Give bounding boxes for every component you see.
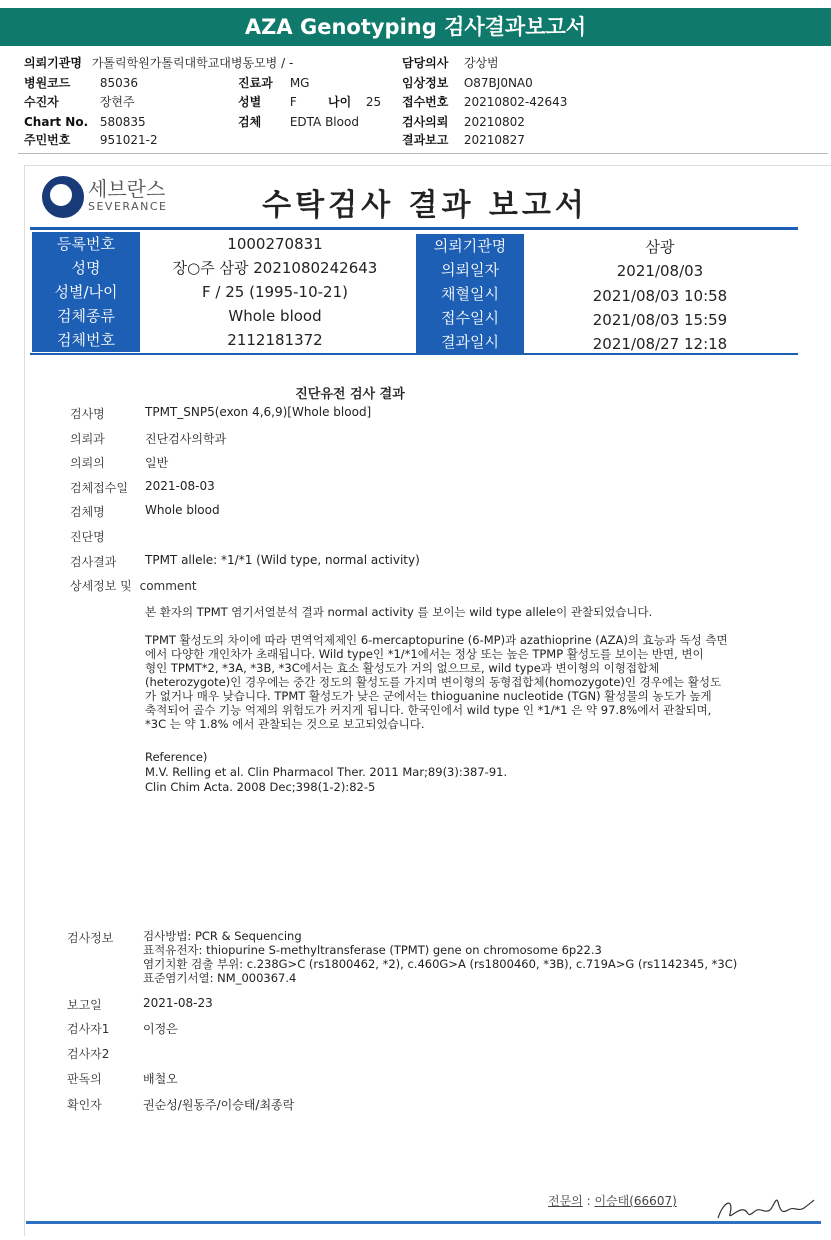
signoff-value: 권순성/원동주/이승태/최종락 [143,1098,295,1112]
chart-value: 580835 [99,115,146,129]
info-right-value: 2021/08/27 12:18 [592,335,728,353]
signoff-value: 2021-08-23 [143,996,213,1010]
contact-label: 전문의 [548,1194,583,1208]
result-value: 2021-08-03 [145,479,215,493]
test-info-line: 표준염기서열: NM_000367.4 [143,971,297,985]
test-info-label: 검사정보 [67,931,114,945]
paragraph-line: (heterozygote)인 경우에는 중간 정도의 활성도를 가지며 변이형의 동형접합체(homozygote)인 경우에는 활성도 [145,675,722,689]
signoff-label: 검사자2 [67,1047,110,1061]
age-value: 25 [365,95,382,109]
info-left-value: F / 25 (1995-10-21) [202,283,348,301]
header-field-collector [24,93,135,111]
detail-label [70,577,197,594]
result-label: 검사결과 [70,555,117,569]
result-summary-paragraph: 본 환자의 TPMT 염기서열분석 결과 normal activity 를 보이는 wild type allele이 관찰되었습니다. [145,605,653,619]
reference-line: Reference) [145,750,208,764]
header-field-sex [238,93,297,111]
signoff-label: 보고일 [67,998,102,1012]
references [145,750,507,795]
header-field-report [402,131,525,149]
result-label: 의뢰의 [70,456,105,470]
hospital-code-value: 85036 [99,76,139,90]
report-value: 20210827 [463,133,525,147]
header-field-clinical [402,74,533,92]
header-field-chart [24,113,146,131]
request-label: 검사의뢰 [402,115,449,129]
header-field-hospital-code [24,74,138,92]
header-field-specimen [238,113,359,131]
collector-value: 장현주 [99,95,135,109]
sex-value: F [289,95,297,109]
info-right-value: 2021/08/03 10:58 [592,287,728,305]
clinical-value: O87BJ0NA0 [463,76,533,90]
header-field-receipt [402,93,567,111]
specimen-label: 검체 [238,115,262,129]
result-label: 검사명 [70,407,105,421]
dept-value: MG [289,76,310,90]
dept-label: 진료과 [238,76,273,90]
info-right-label: 채혈일시 [416,282,524,306]
header-divider [18,153,828,154]
specimen-value: EDTA Blood [289,115,359,129]
institution-label: 의뢰기관명 [24,56,82,70]
header-field-doctor [402,54,499,72]
signoff-label: 확인자 [67,1098,102,1112]
info-rule [30,353,798,355]
contact-separator: : [582,1194,595,1208]
reference-line: Clin Chim Acta. 2008 Dec;398(1-2):82-5 [145,780,376,794]
detail-value: comment [139,579,197,593]
signoff-value: 배철오 [143,1072,178,1086]
contact-value: 이승태(66607) [594,1194,677,1208]
info-left-value: 장○주 삼광 2021080242643 [172,259,378,277]
header-field-institution [24,54,293,72]
header-field-dept [238,74,309,92]
result-value: Whole blood [145,503,220,517]
title-rule [30,227,798,230]
paragraph-line: 에서 다양한 개인차가 초래됩니다. Wild type인 *1/*1에서는 정상 또는 높은 TPMP 활성도를 보이는 반면, 변이 [145,647,704,661]
report-main-title: 수탁검사 결과 보고서 [262,188,588,223]
info-left-value: 2112181372 [227,331,323,349]
info-right-label: 접수일시 [416,306,524,330]
result-label: 의뢰과 [70,432,105,446]
result-label: 진단명 [70,530,105,544]
info-left-label: 등록번호 [32,232,140,256]
result-value: 일반 [145,456,169,470]
test-info-line: 염기치환 검출 부위: c.238G>C (rs1800462, *2), c.460G>A (rs1800460, *3B), c.719A>G (rs1142345, *3C) [143,957,738,971]
info-right-value: 2021/08/03 15:59 [592,311,728,329]
result-label: 검체명 [70,505,105,519]
signoff-label: 판독의 [67,1072,102,1086]
result-value: TPMT allele: *1/*1 (Wild type, normal activity) [145,553,420,567]
info-right-value: 2021/08/03 [616,262,704,280]
info-left-label: 검체종류 [32,304,140,328]
result-value: TPMT_SNP5(exon 4,6,9)[Whole blood] [145,405,372,419]
receipt-label: 접수번호 [402,95,449,109]
info-right-label: 결과일시 [416,330,524,354]
info-left-label: 성명 [32,256,140,280]
info-left-value: 1000270831 [227,235,323,253]
institution-value: 가톨릭학원가톨릭대학교대병동모병 / - [91,56,294,70]
collector-label: 수진자 [24,95,59,109]
report-label: 결과보고 [402,133,449,147]
clinical-label: 임상정보 [402,76,449,90]
paragraph-line: 가 없거나 매우 낮습니다. TPMT 활성도가 낮은 군에서는 thioguanine nucleotide (TGN) 활성물의 농도가 높게 [145,689,712,703]
info-left-label: 성별/나이 [32,280,140,304]
paragraph-line: *3C 는 약 1.8% 에서 관찰되는 것으로 보고되었습니다. [145,717,425,731]
resident-value: 951021-2 [99,133,158,147]
sex-label: 성별 [238,95,262,109]
tpmt-explanation [145,633,728,731]
paragraph-line: 형인 TPMT*2, *3A, *3B, *3C에서는 효소 활성도가 거의 없으므로, wild type과 변이형의 이형접합체 [145,661,660,675]
test-info [143,929,737,985]
signoff-label: 검사자1 [67,1022,110,1036]
detail-label-text: 상세정보 및 [70,579,132,593]
doctor-value: 강상범 [463,56,499,70]
result-value: 진단검사의학과 [145,432,227,446]
paragraph-line: TPMT 활성도의 차이에 따라 면역억제제인 6-mercaptopurine (6-MP)과 azathioprine (AZA)의 효능과 독성 측면 [145,633,728,647]
resident-label: 주민번호 [24,133,71,147]
section-title: 진단유전 검사 결과 [295,387,405,402]
chart-label: Chart No. [24,115,89,129]
request-value: 20210802 [463,115,525,129]
hospital-code-label: 병원코드 [24,76,71,90]
report-header-title: AZA Genotyping 검사결과보고서 [0,8,831,46]
test-info-line: 표적유전자: thiopurine S-methyltransferase (TPMT) gene on chromosome 6p22.3 [143,943,602,957]
header-field-resident [24,131,158,149]
signoff-value: 이정은 [143,1022,178,1036]
result-label: 검체접수일 [70,481,128,495]
signature-icon [712,1188,817,1224]
reference-line: M.V. Relling et al. Clin Pharmacol Ther. 2011 Mar;89(3):387-91. [145,765,508,779]
info-right-label: 의뢰일자 [416,258,524,282]
specialist-contact [548,1192,677,1209]
header-field-age [328,93,381,111]
logo-name: 세브란스 [88,177,166,201]
seal-inner-icon [49,183,73,207]
info-right-value: 삼광 [645,238,675,256]
logo-subtitle: SEVERANCE [88,200,168,213]
header-field-request [402,113,525,131]
info-right-label: 의뢰기관명 [416,234,524,258]
info-left-value: Whole blood [228,307,322,325]
receipt-value: 20210802-42643 [463,95,568,109]
footer-rule [26,1221,821,1224]
test-info-line: 검사방법: PCR & Sequencing [143,929,302,943]
paragraph-line: 축적되어 골수 기능 억제의 위험도가 커지게 됩니다. 한국인에서 wild type 인 *1/*1 은 약 97.8%에서 관찰되며, [145,703,712,717]
doctor-label: 담당의사 [402,56,449,70]
age-label: 나이 [328,95,352,109]
info-left-label: 검체번호 [32,328,140,352]
